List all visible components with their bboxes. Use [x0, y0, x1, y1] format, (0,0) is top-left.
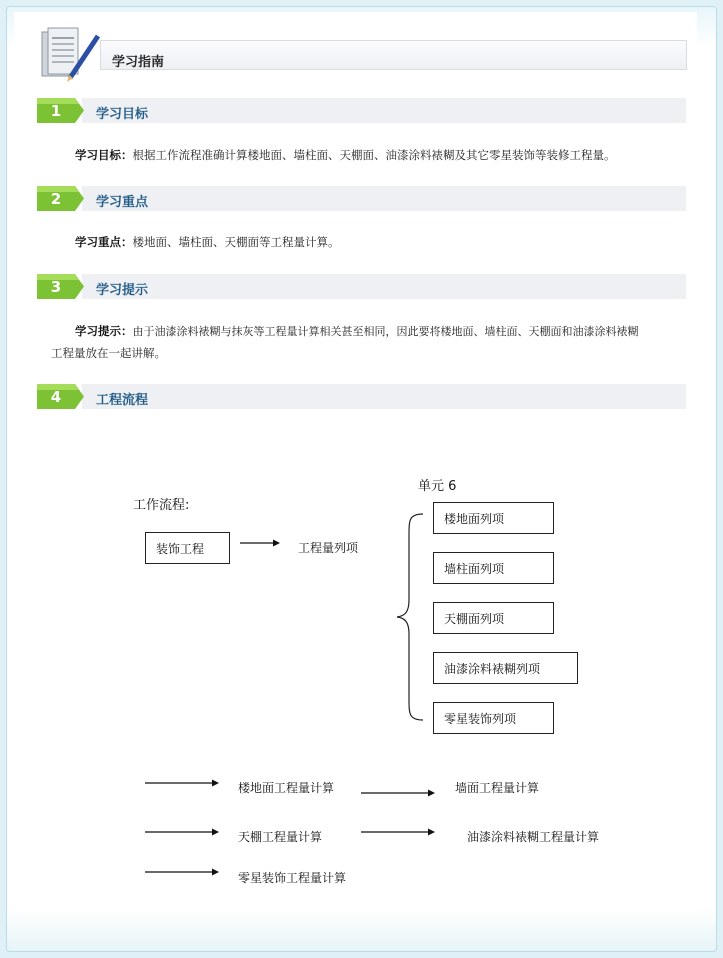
focus-paragraph	[75, 232, 340, 252]
paint-calc-label: 油漆涂料裱糊工程量计算	[467, 830, 600, 844]
tip-label: 学习提示：	[75, 324, 133, 338]
item-label-floor: 楼地面列项	[444, 511, 505, 526]
guide-header-bar	[100, 40, 687, 70]
section-title-2: 学习重点	[96, 195, 149, 210]
svg-text:2: 2	[50, 190, 62, 208]
arrow-to-floor-calc	[145, 778, 219, 788]
goal-label: 学习目标：	[75, 148, 133, 162]
section-number-badge-1	[37, 98, 84, 123]
workflow-label: 工作流程:	[133, 498, 190, 513]
unit-label: 单元 6	[418, 479, 457, 494]
section-bar-4	[82, 384, 686, 409]
item-box-floor	[433, 502, 554, 534]
wall-calc-label: 墙面工程量计算	[455, 781, 540, 795]
arrow-to-misc-calc	[145, 867, 219, 877]
svg-text:1: 1	[50, 102, 62, 120]
tip-text-line1: 由于油漆涂料裱糊与抹灰等工程量计算相关甚至相同，因此要将楼地面、墙柱面、天棚面和油漆涂料裱糊	[132, 325, 639, 338]
goal-paragraph	[75, 145, 616, 165]
focus-label: 学习重点：	[75, 235, 133, 249]
page-title: 学习指南	[112, 55, 165, 70]
ceiling-calc-label: 天棚工程量计算	[238, 830, 323, 844]
news-newspaper-icon	[40, 22, 104, 84]
arrow-to-wall-calc	[361, 788, 435, 798]
arrow-to-ceiling-calc	[145, 827, 219, 837]
floor-calc-label: 楼地面工程量计算	[238, 781, 335, 795]
section-bar-3	[82, 274, 686, 299]
section-number-badge-3	[37, 274, 84, 299]
focus-text: 楼地面、墙柱面、天棚面等工程量计算。	[132, 235, 340, 249]
item-box-misc	[433, 702, 554, 734]
section-number-badge-4	[37, 384, 84, 409]
tip-paragraph-line2: 工程量放在一起讲解。	[51, 346, 166, 360]
svg-text:3: 3	[50, 278, 62, 296]
goal-text: 根据工作流程准确计算楼地面、墙柱面、天棚面、油漆涂料裱糊及其它零星装饰等装修工程量。	[132, 148, 616, 162]
tip-paragraph-line1	[75, 321, 687, 342]
section-bar-1	[82, 98, 686, 123]
item-label-ceiling: 天棚面列项	[444, 611, 505, 626]
arrow-start-to-list	[240, 538, 280, 548]
section-bar-2	[82, 186, 686, 211]
misc-calc-label: 零星装饰工程量计算	[238, 871, 347, 885]
section-number-badge-2	[37, 186, 84, 211]
start-box-decoration	[145, 532, 230, 564]
item-label-paint: 油漆涂料裱糊列项	[444, 661, 541, 676]
item-label-misc: 零星装饰列项	[444, 711, 517, 726]
section-title-4: 工程流程	[96, 393, 149, 408]
section-title-1: 学习目标	[96, 107, 149, 122]
curly-brace	[395, 512, 425, 722]
item-box-paint	[433, 652, 578, 684]
arrow-to-paint-calc	[361, 827, 435, 837]
section-title-3: 学习提示	[96, 283, 149, 298]
item-box-ceiling	[433, 602, 554, 634]
start-box-label: 装饰工程	[156, 541, 205, 556]
item-label-wall: 墙柱面列项	[444, 561, 505, 576]
middle-label: 工程量列项	[298, 541, 359, 555]
item-box-wall	[433, 552, 554, 584]
svg-text:4: 4	[50, 388, 62, 406]
